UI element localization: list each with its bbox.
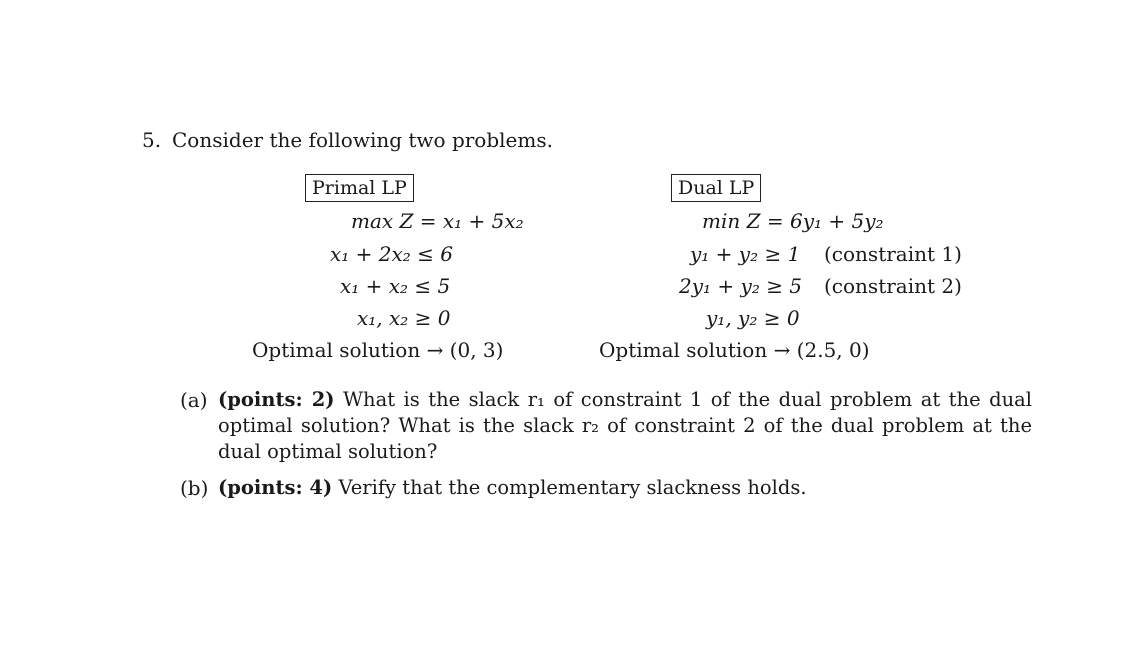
part-b-label: (b): [180, 476, 209, 500]
problem-intro: Consider the following two problems.: [172, 128, 553, 152]
dual-title-box: Dual LP: [671, 174, 761, 202]
dual-constraint-2-note: (constraint 2): [824, 274, 962, 298]
primal-title-box: Primal LP: [305, 174, 414, 202]
dual-objective: min Z = 6y₁ + 5y₂: [702, 209, 884, 233]
dual-constraint-1-note: (constraint 1): [824, 242, 962, 266]
dual-nonnegativity: y₁, y₂ ≥ 0: [706, 306, 800, 330]
part-a-body: [218, 387, 1032, 465]
part-b-text: Verify that the complementary slackness holds.: [338, 476, 807, 499]
primal-constraint-1: x₁ + 2x₂ ≤ 6: [330, 242, 453, 266]
primal-objective: max Z = x₁ + 5x₂: [351, 209, 524, 233]
primal-optimal-solution: Optimal solution → (0, 3): [252, 338, 504, 362]
primal-nonnegativity: x₁, x₂ ≥ 0: [357, 306, 451, 330]
dual-constraint-1: y₁ + y₂ ≥ 1: [690, 242, 801, 266]
problem-number: 5.: [142, 128, 162, 152]
part-a-points: (points: 2): [218, 388, 335, 411]
dual-constraint-2: 2y₁ + y₂ ≥ 5: [679, 274, 803, 298]
primal-constraint-2: x₁ + x₂ ≤ 5: [340, 274, 451, 298]
part-b-body: [218, 475, 1032, 501]
part-a-text: What is the slack r₁ of constraint 1 of the dual problem at the dual optimal solution? What is the slack r₂ of constraint 2 of the dual problem at the dual optimal solution?: [218, 388, 1032, 463]
part-a-label: (a): [180, 388, 208, 412]
dual-optimal-solution: Optimal solution → (2.5, 0): [599, 338, 870, 362]
part-b-points: (points: 4): [218, 476, 333, 499]
